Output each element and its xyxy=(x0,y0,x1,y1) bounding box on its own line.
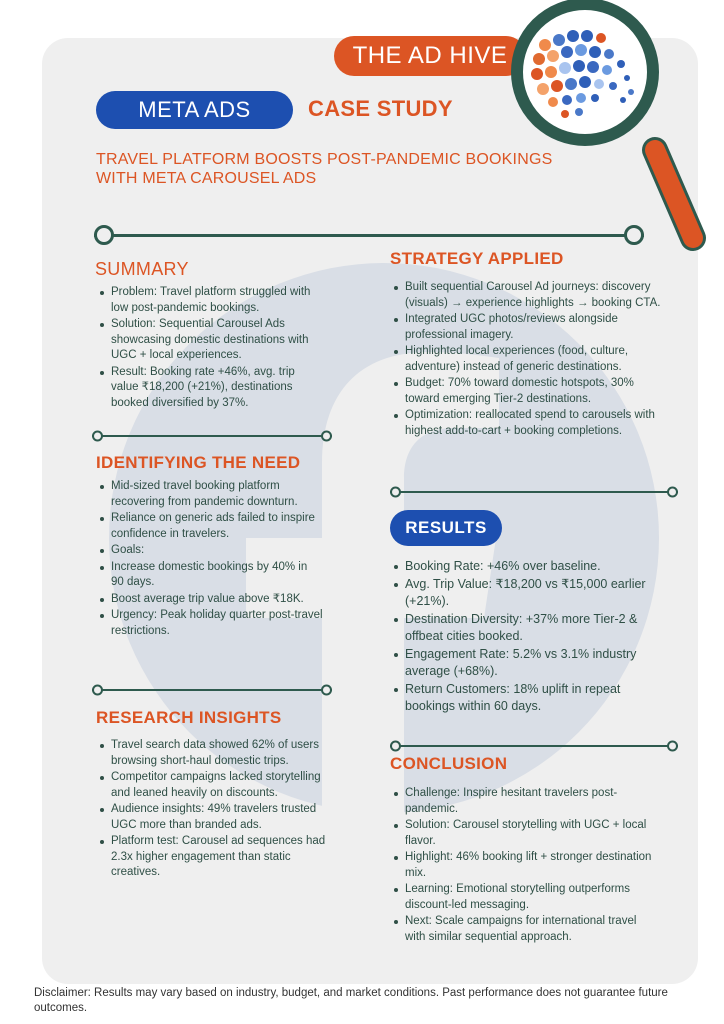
conclusion-list xyxy=(392,786,652,946)
strategy-list xyxy=(392,280,662,440)
list-item: Audience insights: 49% travelers trusted UGC more than branded ads. xyxy=(98,802,334,833)
list-item: Solution: Carousel storytelling with UGC + local flavor. xyxy=(392,818,652,849)
research-list xyxy=(98,738,334,882)
results-divider xyxy=(390,740,678,752)
list-item: Highlighted local experiences (food, culture, adventure) instead of generic destinations. xyxy=(392,344,662,375)
summary-title: SUMMARY xyxy=(95,259,189,279)
list-item: Optimization: reallocated spend to carousels with highest add-to-cart + booking completions. xyxy=(392,408,662,439)
headline-line-1: TRAVEL PLATFORM BOOSTS POST-PANDEMIC BOOKINGS xyxy=(96,151,553,168)
list-item: Result: Booking rate +46%, avg. trip value ₹18,200 (+21%), destinations booked diversified by 37%. xyxy=(98,365,323,412)
disclaimer: Disclaimer: Results may vary based on industry, budget, and market conditions. Past performance does not guarantee future outcomes. xyxy=(34,987,668,1014)
list-item: Boost average trip value above ₹18K. xyxy=(98,592,323,608)
list-item: Destination Diversity: +37% more Tier-2 & offbeat cities booked. xyxy=(392,611,667,645)
conclusion-title: CONCLUSION xyxy=(390,754,508,773)
need-list xyxy=(98,479,323,640)
research-title: RESEARCH INSIGHTS xyxy=(96,708,282,727)
strategy-divider xyxy=(390,486,678,498)
results-list xyxy=(392,558,667,716)
list-item: Platform test: Carousel ad sequences had 2.3x higher engagement than static creatives. xyxy=(98,834,334,881)
brand-badge: THE AD HIVE xyxy=(334,36,526,76)
list-item: Urgency: Peak holiday quarter post-travel restrictions. xyxy=(98,608,323,639)
summary-divider xyxy=(92,430,332,442)
list-item: Goals: xyxy=(98,543,323,559)
list-item: Highlight: 46% booking lift + stronger destination mix. xyxy=(392,850,652,881)
list-item: Problem: Travel platform struggled with low post-pandemic bookings. xyxy=(98,285,323,316)
magnifying-glass-icon xyxy=(505,0,715,260)
list-item: Travel search data showed 62% of users browsing short-haul domestic trips. xyxy=(98,738,334,769)
summary-list xyxy=(98,285,323,412)
list-item: Learning: Emotional storytelling outperforms discount-led messaging. xyxy=(392,882,652,913)
list-item: Reliance on generic ads failed to inspire confidence in travelers. xyxy=(98,511,323,542)
list-item: Booking Rate: +46% over baseline. xyxy=(392,558,667,575)
meta-ads-tag: META ADS xyxy=(96,91,293,129)
case-study-label: CASE STUDY xyxy=(308,96,453,121)
list-item: Avg. Trip Value: ₹18,200 vs ₹15,000 earlier (+21%). xyxy=(392,576,667,610)
list-item: Mid-sized travel booking platform recovering from pandemic downturn. xyxy=(98,479,323,510)
results-title: RESULTS xyxy=(390,510,502,546)
headline-line-2: WITH META CAROUSEL ADS xyxy=(96,170,317,187)
list-item: Increase domestic bookings by 40% in 90 days. xyxy=(98,560,323,591)
list-item: Solution: Sequential Carousel Ads showcasing domestic destinations with UGC + local experiences. xyxy=(98,317,323,364)
list-item: Integrated UGC photos/reviews alongside professional imagery. xyxy=(392,312,662,343)
list-item: Budget: 70% toward domestic hotspots, 30% toward emerging Tier-2 destinations. xyxy=(392,376,662,407)
list-item: Competitor campaigns lacked storytelling and leaned heavily on discounts. xyxy=(98,770,334,801)
list-item: Next: Scale campaigns for international travel with similar sequential approach. xyxy=(392,914,652,945)
list-item: Challenge: Inspire hesitant travelers post-pandemic. xyxy=(392,786,652,817)
list-item: Built sequential Carousel Ad journeys: discovery (visuals) → experience highlights → booking CTA. xyxy=(392,280,662,311)
list-item: Engagement Rate: 5.2% vs 3.1% industry average (+68%). xyxy=(392,646,667,680)
need-title: IDENTIFYING THE NEED xyxy=(96,453,301,472)
strategy-title: STRATEGY APPLIED xyxy=(390,249,564,268)
list-item: Return Customers: 18% uplift in repeat bookings within 60 days. xyxy=(392,681,667,715)
need-divider xyxy=(92,684,332,696)
